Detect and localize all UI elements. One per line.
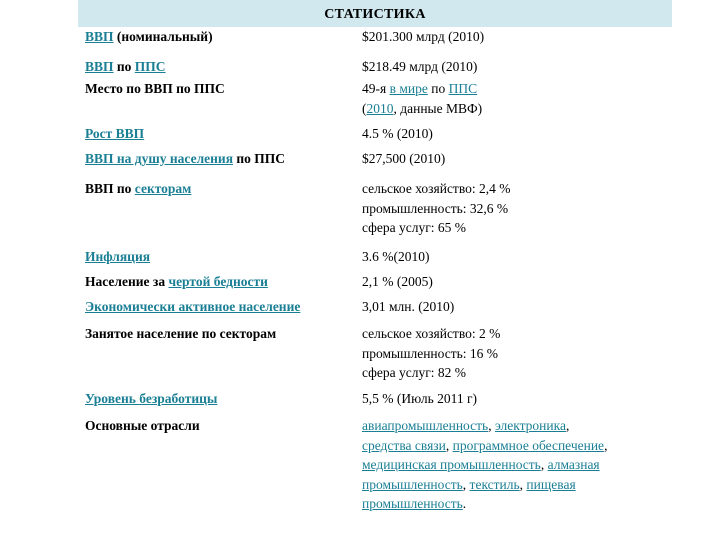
gdp-per-capita-link[interactable]: ВВП на душу населения [85,151,233,166]
inflation-link[interactable]: Инфляция [85,249,151,264]
label-text: ВВП по [85,181,135,196]
industry-link[interactable]: пищевая [526,476,576,492]
ppp-link[interactable]: ППС [134,59,166,74]
value-text: , данные МВФ) [393,100,483,116]
value-line [362,475,672,495]
row-label [78,247,362,272]
industry-link[interactable]: промышленность [362,496,463,511]
row-label [78,124,362,149]
value-line [362,79,672,99]
separator: , [445,437,453,453]
separator: , [462,476,470,492]
value-line [362,494,672,514]
value-line: сфера услуг: 82 % [362,365,467,380]
separator: , [604,437,608,453]
label-text: по [113,59,135,74]
poverty-line-link[interactable]: чертой бедности [168,274,268,289]
industry-link[interactable]: авиапромышленность [362,418,489,433]
separator: , [565,418,570,433]
row-value [362,179,672,247]
gdp-link[interactable]: ВВП [85,29,114,44]
row-value [362,27,672,57]
industry-link[interactable]: программное обеспечение [452,437,605,453]
row-gdp-nominal [78,27,672,57]
row-value [362,247,672,272]
value-line: 5,5 % (Июль 2011 г) [362,391,478,406]
row-value [362,324,672,389]
value-line: сельское хозяйство: 2,4 % [362,181,511,196]
row-label: Основные отрасли [85,418,200,433]
row-gdp-ppp [78,57,672,79]
row-label [78,389,362,416]
value-line: сфера услуг: 65 % [362,220,467,235]
year-2010-link[interactable]: 2010 [366,100,394,116]
unemployment-link[interactable]: Уровень безработицы [85,391,218,406]
value-line [362,99,672,119]
industry-link[interactable]: алмазная [547,457,600,472]
industry-link[interactable]: медицинская промышленность [362,457,541,472]
value-line: $27,500 (2010) [362,151,446,166]
world-link[interactable]: в мире [389,81,428,96]
row-label [78,27,362,57]
value-line: $201.300 млрд (2010) [362,29,485,44]
value-line: 3.6 %(2010) [362,249,430,264]
row-value [362,124,672,149]
value-line [362,436,672,456]
gdp-growth-link[interactable]: Рост ВВП [85,126,145,141]
value-line [362,416,672,436]
industry-link[interactable]: электроника [494,418,566,433]
table-header: СТАТИСТИКА [78,0,672,27]
row-gdp-growth [78,124,672,149]
row-gdp-sectors [78,179,672,247]
value-line: $218.49 млрд (2010) [362,59,478,74]
ppp-link[interactable]: ППС [448,81,478,96]
row-unemployment [78,389,672,416]
row-value [362,389,672,416]
row-label [78,272,362,297]
row-value [362,57,672,79]
row-label: Место по ВВП по ППС [85,81,225,96]
separator: , [540,457,548,472]
industry-link[interactable]: текстиль [469,476,520,492]
row-gdp-per-capita [78,149,672,179]
value-text: по [427,81,449,96]
row-value [362,416,672,514]
value-text: 49-я [362,81,390,96]
value-line: 2,1 % (2005) [362,274,433,289]
separator: , [488,418,495,433]
value-line: 3,01 млн. (2010) [362,299,455,314]
value-text: ( [362,100,367,116]
sectors-link[interactable]: секторам [134,181,192,196]
separator: , [519,476,527,492]
row-label [78,57,362,79]
row-label [78,179,362,247]
row-main-industries [78,416,672,514]
label-text: по ППС [233,151,286,166]
value-line: сельское хозяйство: 2 % [362,326,501,341]
row-label [78,149,362,179]
labor-force-link[interactable]: Экономически активное население [85,299,301,314]
separator: . [462,496,467,511]
row-employment-sectors [78,324,672,389]
row-value [362,297,672,324]
row-value [362,149,672,179]
value-line: промышленность: 32,6 % [362,200,509,216]
gdp-link[interactable]: ВВП [85,59,114,74]
row-value [362,272,672,297]
row-label: Занятое население по секторам [85,326,277,341]
value-line [362,455,672,475]
value-line: 4.5 % (2010) [362,126,433,141]
row-labor-force [78,297,672,324]
row-gdp-rank [78,79,672,124]
row-poverty [78,272,672,297]
row-value [362,79,672,124]
industry-link[interactable]: средства связи [362,437,446,453]
row-inflation [78,247,672,272]
label-text: (номинальный) [113,29,213,44]
label-text: Население за [85,274,169,289]
row-label [78,297,362,324]
industry-link[interactable]: промышленность [362,476,463,492]
value-line: промышленность: 16 % [362,345,499,361]
statistics-table [78,0,672,514]
